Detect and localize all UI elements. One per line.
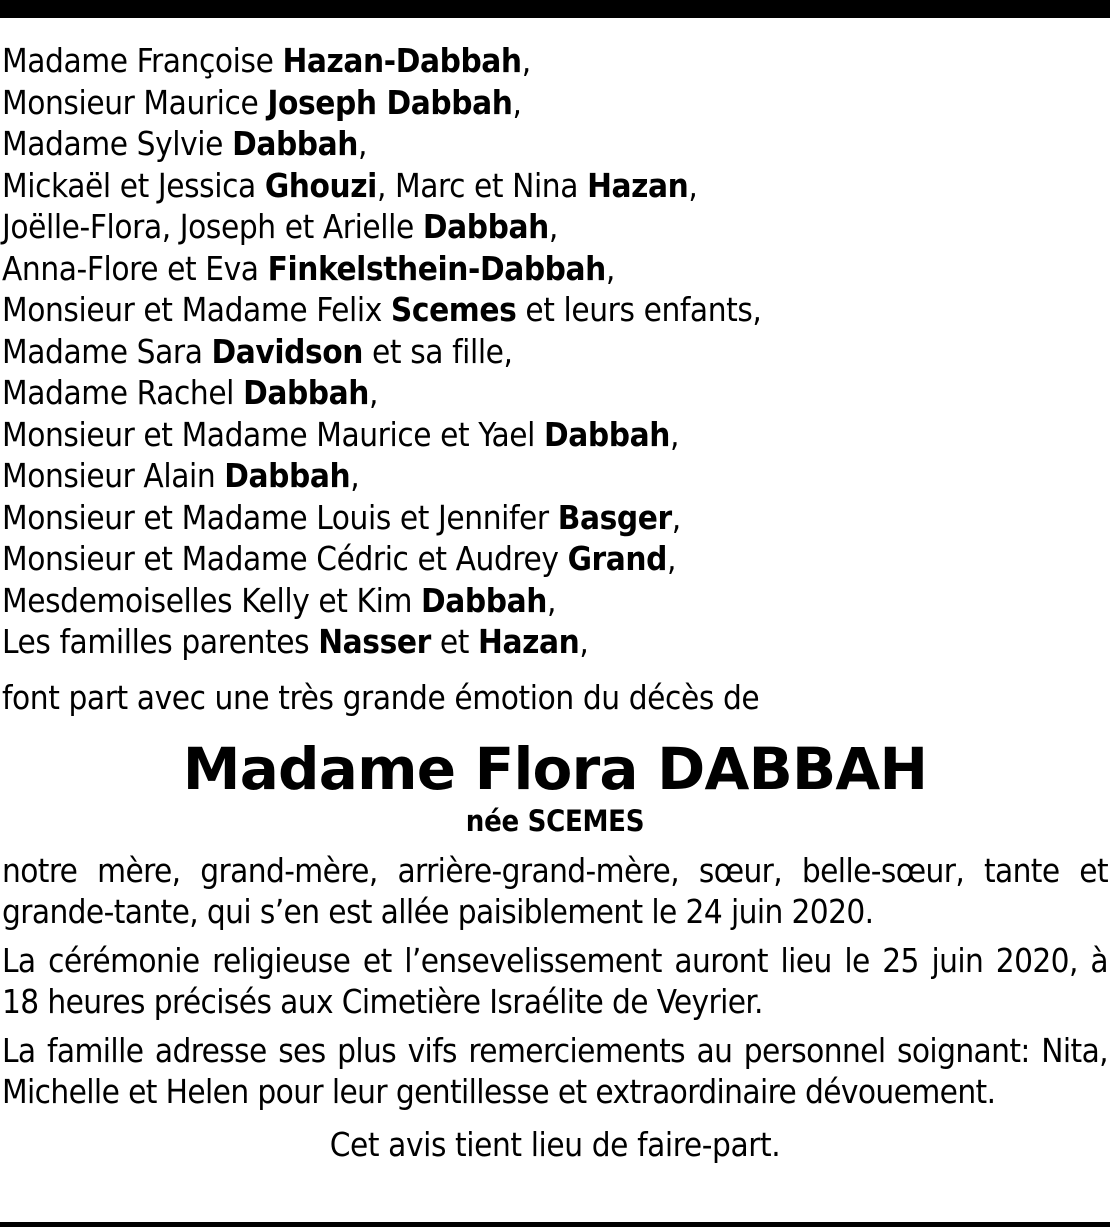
family-name-line: [2, 331, 1108, 373]
family-name-line: [2, 414, 1108, 456]
name-text: Monsieur et Madame Louis et Jennifer: [2, 497, 558, 537]
surname: Hazan: [587, 165, 689, 205]
surname: Nasser: [318, 622, 431, 661]
name-text: ,: [605, 248, 615, 288]
family-name-line: [2, 206, 1108, 248]
surname: Dabbah: [232, 124, 359, 163]
family-name-line: [2, 289, 1108, 331]
name-text: et: [430, 622, 479, 661]
name-text: Joëlle-Flora, Joseph et Arielle: [2, 207, 423, 246]
name-text: Madame Sylvie: [2, 124, 233, 163]
name-text: Mickaël et Jessica: [2, 165, 265, 205]
name-text: Mesdemoiselles Kelly et Kim: [2, 580, 422, 620]
family-name-line: [2, 82, 1108, 124]
thanks-paragraph: La famille adresse ses plus vifs remerciements au personnel soignant: Nita, Michelle et Helen pour leur gentillesse et extraordinaire dévouement.: [2, 1030, 1108, 1111]
name-text: Madame Françoise: [2, 41, 283, 80]
family-names-list: [2, 40, 1108, 663]
name-text: Madame Rachel: [2, 373, 244, 412]
deceased-name: Madame Flora DABBAH: [182, 734, 928, 803]
family-name-line: [2, 40, 1108, 82]
name-text: ,: [521, 41, 531, 80]
surname: Dabbah: [243, 373, 370, 412]
surname: Hazan-Dabbah: [282, 41, 522, 80]
name-text: Monsieur et Madame Cédric et Audrey: [2, 539, 568, 578]
name-text: ,: [512, 82, 522, 122]
name-text: , Marc et Nina: [376, 165, 588, 205]
surname: Grand: [567, 539, 667, 578]
surname: Scemes: [390, 290, 517, 329]
family-name-line: [2, 455, 1108, 497]
family-name-line: [2, 497, 1108, 539]
family-name-line: [2, 372, 1108, 414]
name-text: ,: [546, 580, 557, 620]
top-rule: [0, 0, 1110, 18]
name-text: ,: [667, 539, 677, 578]
surname: Dabbah: [224, 456, 351, 495]
surname: Basger: [557, 497, 672, 537]
name-text: Monsieur et Madame Maurice et Yael: [2, 414, 545, 454]
surname: Hazan: [478, 622, 580, 661]
family-name-line: [2, 580, 1108, 622]
name-text: ,: [369, 373, 379, 412]
surname: Dabbah: [422, 207, 549, 246]
name-text: et leurs enfants,: [516, 290, 762, 329]
ceremony-paragraph: La cérémonie religieuse et l’ensevelissement auront lieu le 25 juin 2020, à 18 heures précisés aux Cimetière Israélite de Veyrier.: [2, 940, 1108, 1021]
surname: Ghouzi: [264, 165, 377, 205]
name-text: ,: [358, 124, 368, 163]
bottom-rule: [0, 1222, 1110, 1227]
name-text: ,: [350, 456, 360, 495]
obituary-notice: [2, 40, 1108, 1165]
name-text: Les familles parentes: [2, 622, 319, 661]
family-name-line: [2, 538, 1108, 580]
name-text: et sa fille,: [363, 331, 513, 371]
name-text: ,: [548, 207, 558, 246]
surname: Dabbah: [544, 414, 670, 454]
surname: Joseph Dabbah: [267, 82, 513, 122]
closing-line: Cet avis tient lieu de faire-part.: [329, 1124, 781, 1164]
name-text: ,: [671, 497, 681, 537]
name-text: ,: [669, 414, 680, 454]
name-text: ,: [688, 165, 698, 205]
name-text: Madame Sara: [2, 331, 212, 371]
surname: Davidson: [211, 331, 364, 371]
family-name-line: [2, 621, 1108, 663]
name-text: Anna-Flore et Eva: [2, 248, 268, 288]
announcement-intro: font part avec une très grande émotion du décès de: [2, 677, 760, 717]
name-text: Monsieur Maurice: [2, 82, 268, 122]
family-name-line: [2, 165, 1108, 207]
name-text: ,: [579, 622, 589, 661]
surname: Finkelsthein-Dabbah: [267, 248, 606, 288]
family-name-line: [2, 123, 1108, 165]
surname: Dabbah: [421, 580, 547, 620]
relationship-paragraph: notre mère, grand-mère, arrière-grand-mère, sœur, belle-sœur, tante et grande-tante, qui s’en est allée paisiblement le 24 juin 2020.: [2, 850, 1108, 931]
maiden-name: née SCEMES: [465, 803, 645, 838]
name-text: Monsieur et Madame Felix: [2, 290, 391, 329]
family-name-line: [2, 248, 1108, 290]
name-text: Monsieur Alain: [2, 456, 225, 495]
